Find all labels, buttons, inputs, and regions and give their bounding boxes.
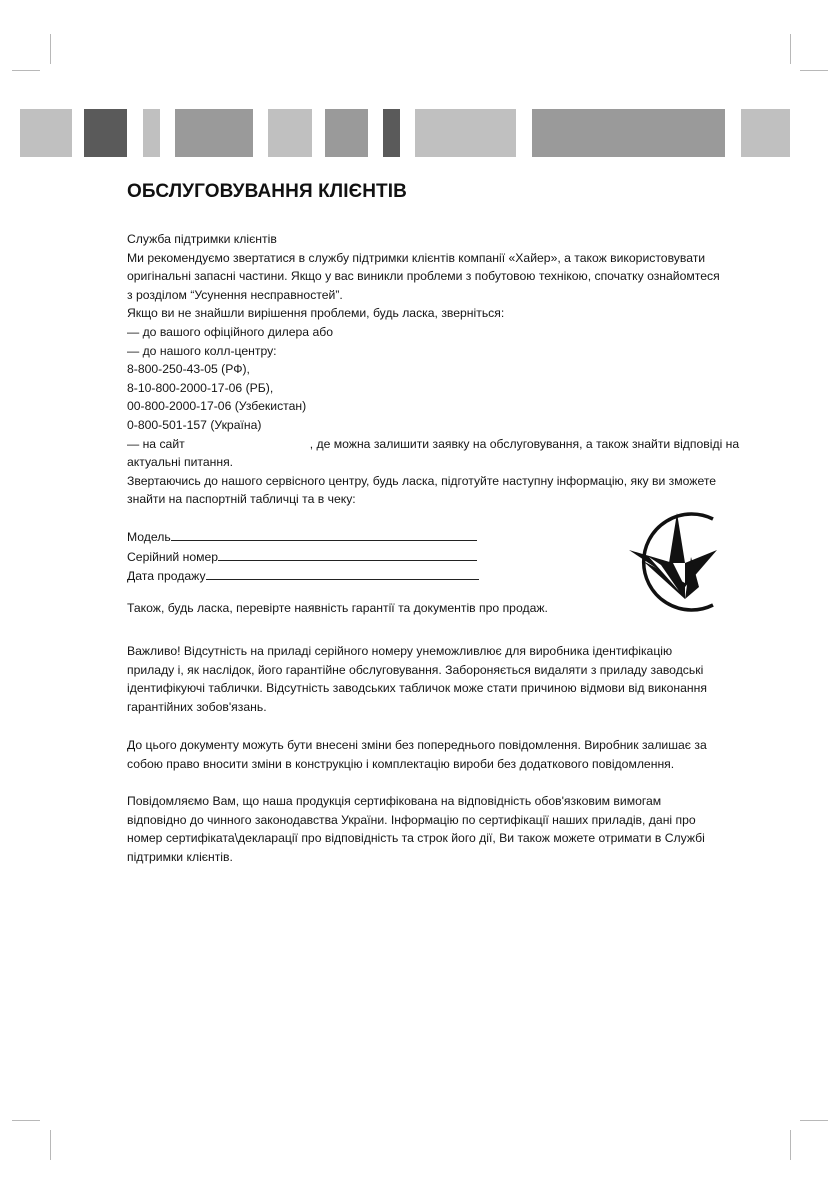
changes-line: собою право вносити зміни в конструкцію і комплектацію вироби без додаткового повідомлення.: [127, 756, 675, 771]
serial-input-line[interactable]: [218, 547, 477, 561]
certification-line: номер сертифіката\декларації про відповідність та строк його дії, Ви також можете отримати в Службі: [127, 831, 705, 846]
header-block: [383, 109, 400, 157]
phone-number: 8-10-800-2000-17-06 (РБ),: [127, 380, 274, 395]
header-block: [84, 109, 127, 157]
model-input-line[interactable]: [171, 527, 477, 541]
crop-mark-top-right-vertical: [790, 34, 791, 64]
changes-line: До цього документу можуть бути внесені зміни без попереднього повідомлення. Виробник залишає за: [127, 738, 707, 752]
intro-line: Якщо ви не знайшли вирішення проблеми, будь ласка, зверніться:: [127, 306, 505, 321]
intro-line: оригінальні запасні частини. Якщо у вас виникли проблеми з побутовою технікою, спочатку ознайомтеся: [127, 269, 720, 284]
page-title: ОБСЛУГОВУВАННЯ КЛІЄНТІВ: [127, 181, 407, 202]
warranty-note-text: Також, будь ласка, перевірте наявність гарантії та документів про продаж.: [127, 601, 548, 615]
sale-date-input-line[interactable]: [206, 566, 479, 580]
crop-mark-bottom-left-horizontal: [12, 1120, 40, 1121]
intro-line: Ми рекомендуємо звертатися в службу підтримки клієнтів компанії «Хайер», а також використовувати: [127, 250, 706, 265]
website-suffix: , де можна залишити заявку на обслуговування, а також знайти відповіді на: [309, 436, 740, 451]
phone-number: 00-800-2000-17-06 (Узбекистан): [127, 399, 307, 414]
certification-line: підтримки клієнтів.: [127, 849, 233, 864]
intro-line: Служба підтримки клієнтів: [127, 232, 277, 246]
intro-line: знайти на паспортній табличці та в чеку:: [127, 492, 356, 507]
certification-line: Повідомляємо Вам, що наша продукція сертифікована на відповідність обов'язковим вимогам: [127, 794, 662, 808]
header-block: [532, 109, 725, 157]
header-block: [143, 109, 160, 157]
model-field: [127, 527, 487, 547]
website-line: [127, 435, 757, 454]
important-line: Важливо! Відсутність на приладі серійного номеру унеможливлює для виробника ідентифікацію: [127, 644, 673, 658]
intro-line: з розділом “Усунення несправностей”.: [127, 287, 343, 302]
header-block: [175, 109, 253, 157]
important-line: гарантійних зобов'язань.: [127, 699, 267, 714]
warranty-note: [127, 599, 757, 618]
phone-number: 8-800-250-43-05 (РФ),: [127, 362, 250, 377]
certification-section: [127, 792, 757, 866]
important-section: [127, 642, 757, 716]
serial-field: [127, 547, 487, 567]
intro-line: актуальні питання.: [127, 455, 234, 470]
header-block: [20, 109, 72, 157]
crop-mark-bottom-right-horizontal: [800, 1120, 828, 1121]
intro-section: [127, 230, 757, 509]
sale-date-label: Дата продажу: [127, 569, 206, 584]
important-line: ідентифікуючі таблички. Відсутність заводських табличок може стати причиною відмови від виконання: [127, 681, 707, 696]
crop-mark-bottom-right-vertical: [790, 1130, 791, 1160]
header-block: [268, 109, 312, 157]
header-block: [415, 109, 516, 157]
crop-mark-top-right-horizontal: [800, 70, 828, 71]
header-block: [741, 109, 790, 157]
product-info-form: [127, 527, 487, 586]
website-prefix: — на сайт: [127, 436, 185, 451]
certification-line: відповідно до чинного законодавства України. Інформацію по сертифікації наших приладів, дані про: [127, 812, 696, 827]
intro-line: — до вашого офіційного дилера або: [127, 324, 334, 339]
sale-date-field: [127, 566, 487, 586]
intro-line: — до нашого колл-центру:: [127, 343, 277, 358]
crop-mark-top-left-horizontal: [12, 70, 40, 71]
serial-label: Серійний номер: [127, 549, 219, 564]
crop-mark-top-left-vertical: [50, 34, 51, 64]
changes-section: [127, 736, 757, 773]
model-label: Модель: [127, 530, 171, 544]
phone-number: 0-800-501-157 (Україна): [127, 417, 262, 432]
intro-line: Звертаючись до нашого сервісного центру, будь ласка, підготуйте наступну інформацію, яку ви зможете: [127, 473, 717, 488]
important-line: приладу і, як наслідок, його гарантійне обслуговування. Забороняється видаляти з приладу заводські: [127, 662, 704, 677]
crop-mark-bottom-left-vertical: [50, 1130, 51, 1160]
header-block: [325, 109, 368, 157]
